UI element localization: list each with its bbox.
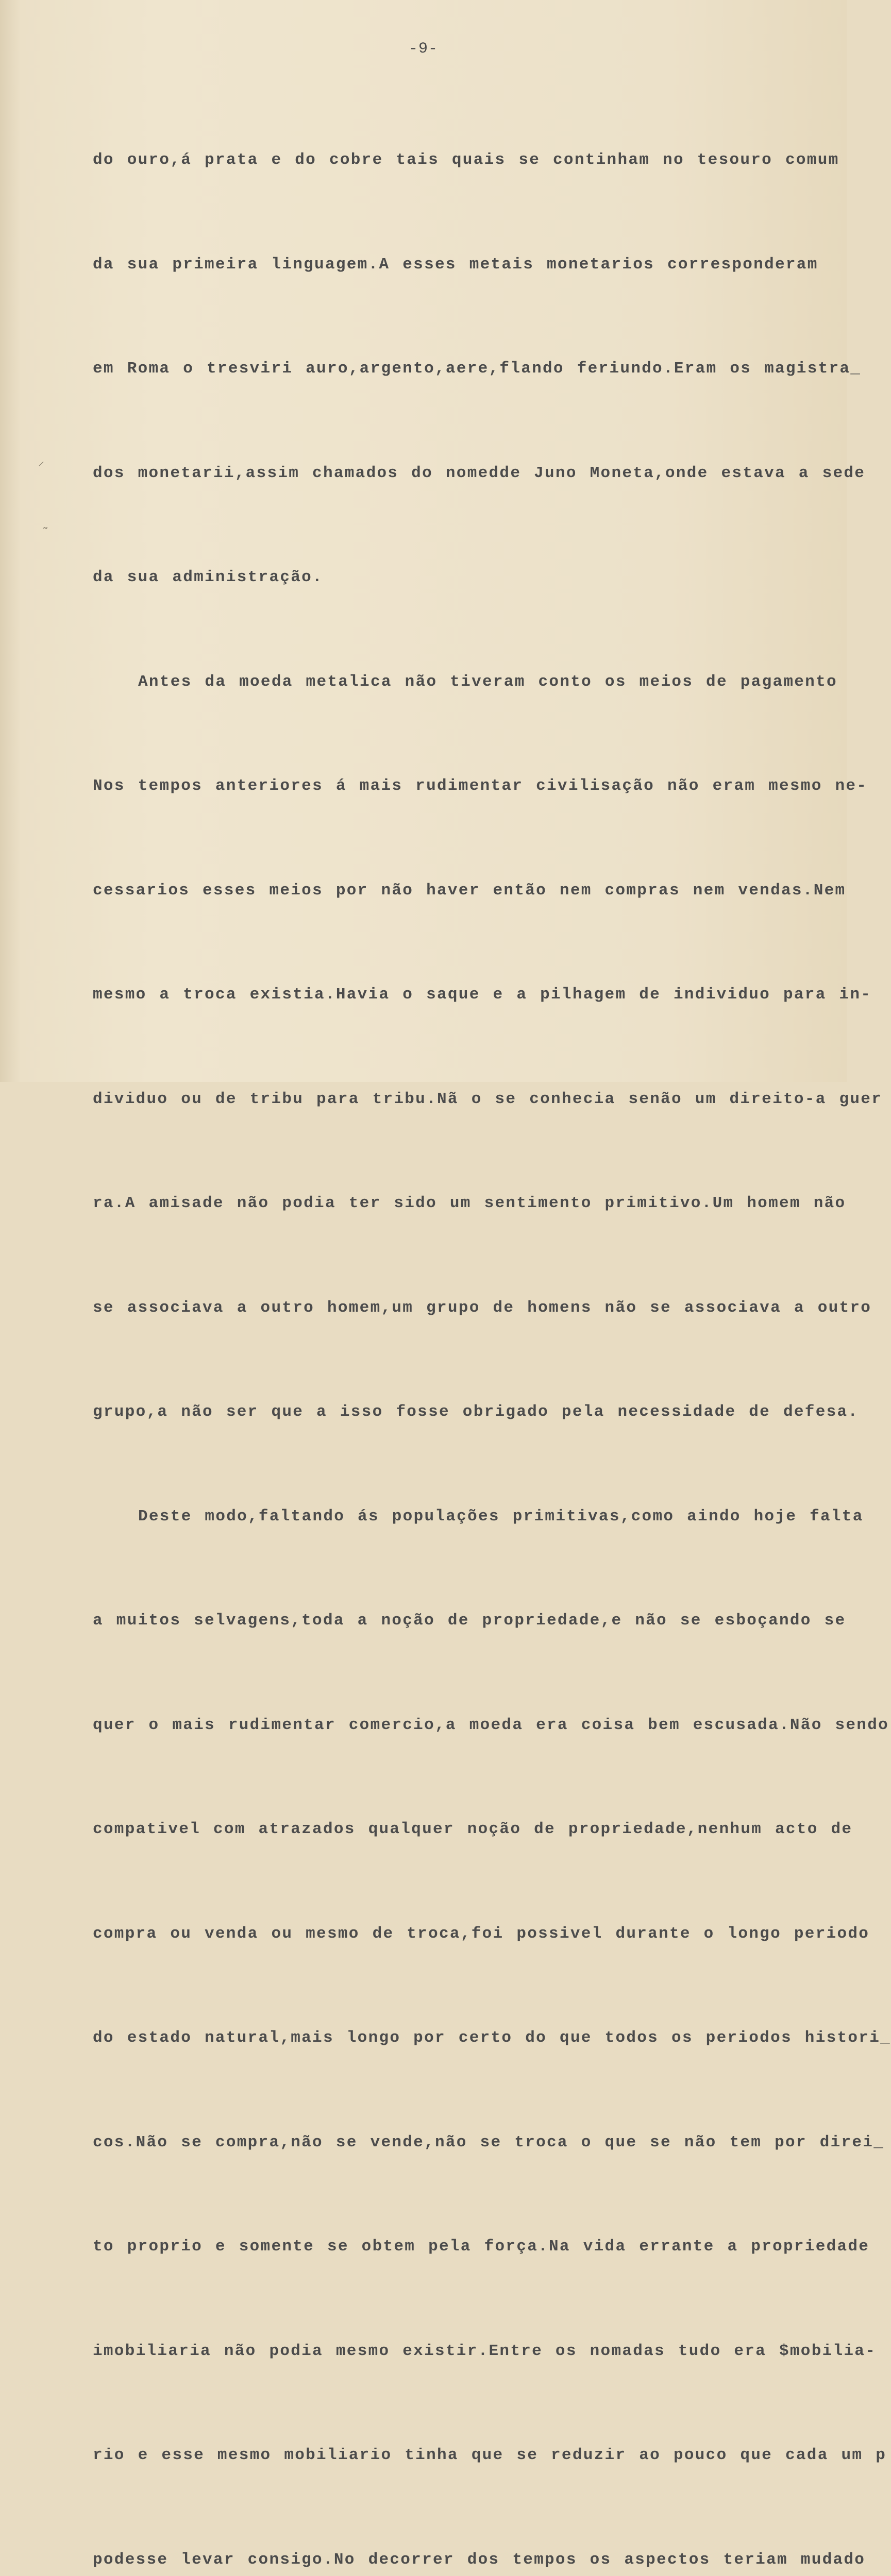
text-line: compra ou venda ou mesmo de troca,foi possivel durante o longo periodo: [93, 1917, 837, 1952]
text-line: compativel com atrazados qualquer noção de propriedade,nenhum acto de: [93, 1812, 837, 1847]
text-line: Nos tempos anteriores á mais rudimentar civilisação não eram mesmo ne-: [93, 769, 837, 804]
text-line: a muitos selvagens,toda a noção de propriedade,e não se esboçando se: [93, 1603, 837, 1638]
text-line: do estado natural,mais longo por certo do que todos os periodos histori_: [93, 2021, 837, 2056]
margin-mark: ˜: [42, 526, 48, 540]
text-line: cessarios esses meios por não haver então nem compras nem vendas.Nem: [93, 873, 837, 908]
text-line: ra.A amisade não podia ter sido um sentimento primitivo.Um homem não: [93, 1186, 837, 1221]
text-line: to proprio e somente se obtem pela força.Na vida errante a propriedade: [93, 2229, 837, 2264]
typewritten-page: [0, 0, 847, 1082]
text-line: da sua administração.: [93, 560, 837, 595]
body-text: [93, 73, 837, 2576]
text-line: dos monetarii,assim chamados do nomedde Juno Moneta,onde estava a sede: [93, 456, 837, 491]
page-number: -9-: [0, 40, 847, 58]
text-line: dividuo ou de tribu para tribu.Nã o se conhecia senão um direito-a guer: [93, 1082, 837, 1117]
text-line: em Roma o tresviri auro,argento,aere,flando feriundo.Eram os magistra_: [93, 351, 837, 386]
text-line: se associava a outro homem,um grupo de homens não se associava a outro: [93, 1291, 837, 1326]
text-line: rio e esse mesmo mobiliario tinha que se reduzir ao pouco que cada um p: [93, 2438, 837, 2473]
text-line: do ouro,á prata e do cobre tais quais se continham no tesouro comum: [93, 143, 837, 178]
text-line: imobiliaria não podia mesmo existir.Entre os nomadas tudo era $mobilia-: [93, 2334, 837, 2369]
margin-mark: ⸍: [38, 457, 44, 474]
text-line: da sua primeira linguagem.A esses metais monetarios corresponderam: [93, 247, 837, 282]
text-line: quer o mais rudimentar comercio,a moeda era coisa bem escusada.Não sendo: [93, 1708, 837, 1743]
text-line: cos.Não se compra,não se vende,não se troca o que se não tem por direi_: [93, 2125, 837, 2160]
text-line: Deste modo,faltando ás populações primitivas,como aindo hoje falta: [93, 1499, 837, 1534]
text-line: podesse levar consigo.No decorrer dos tempos os aspectos teriam mudado: [93, 2543, 837, 2576]
text-line: mesmo a troca existia.Havia o saque e a pilhagem de individuo para in-: [93, 977, 837, 1012]
text-line: grupo,a não ser que a isso fosse obrigado pela necessidade de defesa.: [93, 1395, 837, 1430]
text-line: Antes da moeda metalica não tiveram conto os meios de pagamento: [93, 665, 837, 700]
